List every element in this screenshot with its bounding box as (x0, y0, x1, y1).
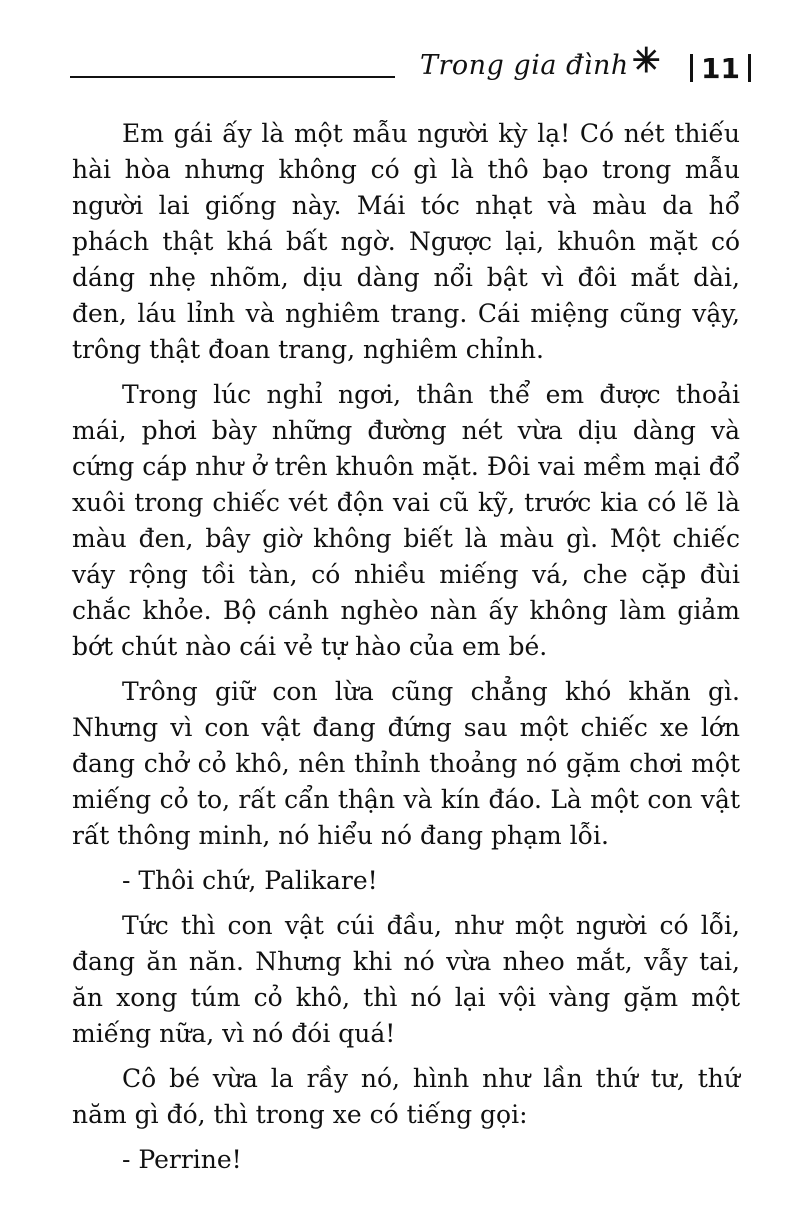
running-header (70, 40, 750, 96)
paragraph: Trong lúc nghỉ ngơi, thân thể em được thoải mái, phơi bày những đường nét vừa dịu dàng và cứng cáp như ở trên khuôn mặt. Đôi vai mềm mại đổ xuôi trong chiếc vét độn vai cũ kỹ, trước kia có lẽ là màu đen, bây giờ không biết là màu gì. Một chiếc váy rộng tồi tàn, có nhiều miếng vá, che cặp đùi chắc khỏe. Bộ cánh nghèo nàn ấy không làm giảm bớt chút nào cái vẻ tự hào của em bé. (72, 380, 740, 661)
page-number-box (682, 48, 759, 88)
page-number: 11 (701, 51, 740, 85)
chapter-title: Trong gia đình (420, 50, 629, 81)
dialogue-line: - Perrine! (122, 1145, 242, 1174)
body-text (72, 116, 740, 1187)
asterisk-ornament-icon: ✳ (632, 41, 661, 81)
paragraph: Em gái ấy là một mẫu người kỳ lạ! Có nét thiếu hài hòa nhưng không có gì là thô bạo trong mẫu người lai giống này. Mái tóc nhạt và màu da hổ phách thật khá bất ngờ. Ngược lại, khuôn mặt có dáng nhẹ nhõm, dịu dàng nổi bật vì đôi mắt dài, đen, láu lỉnh và nghiêm trang. Cái miệng cũng vậy, trông thật đoan trang, nghiêm chỉnh. (72, 119, 740, 364)
page-number-right-bar (748, 54, 751, 82)
header-rule (70, 76, 395, 78)
paragraph: Cô bé vừa la rầy nó, hình như lần thứ tư, thứ năm gì đó, thì trong xe có tiếng gọi: (72, 1064, 740, 1129)
paragraph: Trông giữ con lừa cũng chẳng khó khăn gì. Nhưng vì con vật đang đứng sau một chiếc xe lớn đang chở cỏ khô, nên thỉnh thoảng nó gặm chơi một miếng cỏ to, rất cẩn thận và kín đáo. Là một con vật rất thông minh, nó hiểu nó đang phạm lỗi. (72, 677, 740, 850)
dialogue-line: - Thôi chứ, Palikare! (122, 866, 378, 895)
paragraph: Tức thì con vật cúi đầu, như một người có lỗi, đang ăn năn. Nhưng khi nó vừa nheo mắt, vẫy tai, ăn xong túm cỏ khô, thì nó lại vội vàng gặm một miếng nữa, vì nó đói quá! (72, 911, 740, 1048)
page-number-left-bar (690, 54, 693, 82)
